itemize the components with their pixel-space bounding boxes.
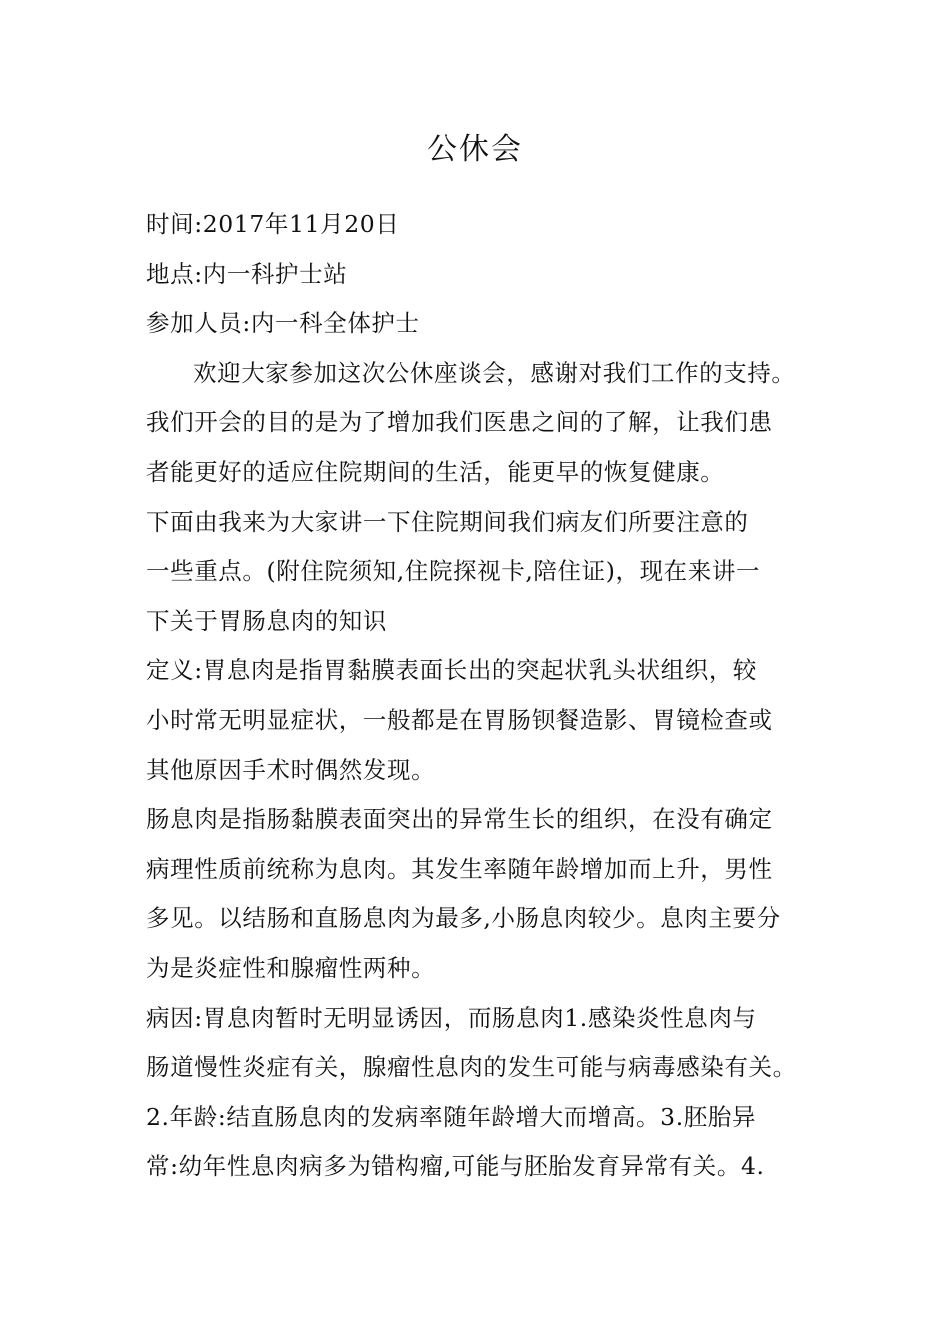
meeting-attendees: 参加人员:内一科全体护士 bbox=[146, 309, 420, 338]
paragraph-line: 下关于胃肠息肉的知识 bbox=[146, 606, 387, 635]
cause-line: 常:幼年性息肉病多为错构瘤,可能与胚胎发育异常有关。4. bbox=[146, 1152, 765, 1181]
cause-line: 病因:胃息肉暂时无明显诱因，而肠息肉1.感染炎性息肉与 bbox=[146, 1003, 757, 1032]
definition-line: 定义:胃息肉是指胃黏膜表面长出的突起状乳头状组织，较 bbox=[146, 656, 758, 685]
cause-line: 2.年龄:结直肠息肉的发病率随年龄增大而增高。3.胚胎异 bbox=[146, 1102, 757, 1131]
paragraph-line: 欢迎大家参加这次公休座谈会，感谢对我们工作的支持。 bbox=[193, 358, 796, 387]
paragraph-line: 多见。以结肠和直肠息肉为最多,小肠息肉较少。息肉主要分 bbox=[146, 904, 781, 933]
definition-line: 小时常无明显症状，一般都是在胃肠钡餐造影、胃镜检查或 bbox=[146, 705, 773, 734]
paragraph-line: 下面由我来为大家讲一下住院期间我们病友们所要注意的 bbox=[146, 507, 749, 536]
paragraph-line: 病理性质前统称为息肉。其发生率随年龄增加而上升，男性 bbox=[146, 854, 773, 883]
document-title: 公休会 bbox=[427, 132, 523, 167]
definition-line: 其他原因手术时偶然发现。 bbox=[146, 755, 436, 784]
paragraph-line: 为是炎症性和腺瘤性两种。 bbox=[146, 953, 436, 982]
document-body bbox=[146, 200, 826, 1192]
paragraph-line: 我们开会的目的是为了增加我们医患之间的了解，让我们患 bbox=[146, 408, 773, 437]
paragraph-line: 者能更好的适应住院期间的生活，能更早的恢复健康。 bbox=[146, 457, 725, 486]
meeting-time: 时间:2017年11月20日 bbox=[146, 210, 400, 238]
paragraph-line: 肠息肉是指肠黏膜表面突出的异常生长的组织，在没有确定 bbox=[146, 805, 773, 834]
paragraph-line: 一些重点。(附住院须知,住院探视卡,陪住证)，现在来讲一 bbox=[146, 557, 761, 586]
meeting-location: 地点:内一科护士站 bbox=[146, 259, 348, 288]
cause-line: 肠道慢性炎症有关，腺瘤性息肉的发生可能与病毒感染有关。 bbox=[146, 1053, 797, 1082]
